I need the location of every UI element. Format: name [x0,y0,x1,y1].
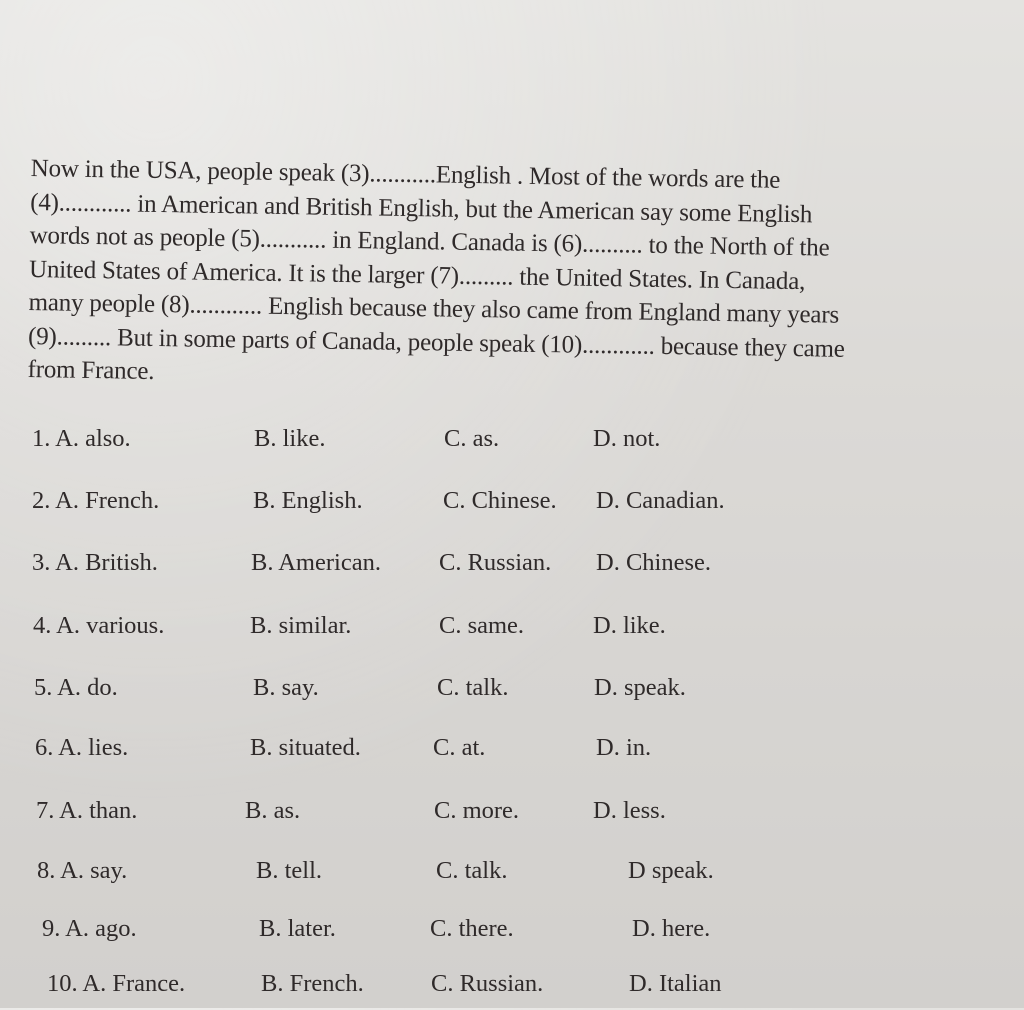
option-a: 9. A. ago. [42,915,137,942]
option-c: C. Russian. [439,549,552,576]
option-a: 6. A. lies. [35,734,129,761]
option-a: 4. A. various. [33,612,165,639]
option-a: 3. A. British. [32,549,158,576]
option-b: B. like. [254,425,326,452]
option-b: B. situated. [250,734,361,761]
option-c: C. same. [439,612,525,639]
option-b: B. American. [251,549,381,576]
passage-line: (9)......... But in some parts of Canada, people speak (10)............ because they came [27,322,845,363]
option-a: 2. A. French. [32,487,160,514]
option-d: D. Chinese. [596,549,711,576]
question-row-5 [0,674,1024,714]
option-c: C. as. [444,425,500,452]
question-row-6 [0,734,1024,774]
question-row-7 [0,797,1024,837]
question-row-8 [0,857,1024,897]
option-d: D. here. [632,915,711,942]
option-b: B. similar. [250,612,352,639]
option-d: D. in. [596,734,652,761]
option-a: 7. A. than. [36,797,138,824]
option-b: B. English. [253,487,363,514]
passage-line: from France. [27,355,155,385]
option-c: C. Russian. [431,970,544,997]
option-b: B. say. [253,674,319,701]
option-c: C. talk. [436,857,508,884]
option-b: B. as. [245,797,301,824]
option-d: D. like. [593,612,666,639]
option-b: B. later. [259,915,336,942]
option-d: D speak. [628,857,714,884]
question-row-2 [0,487,1024,527]
option-d: D. speak. [594,674,686,701]
option-a: 1. A. also. [32,425,131,452]
question-row-10 [0,970,1024,1010]
option-c: C. more. [434,797,520,824]
passage-line: Now in the USA, people speak (3)...........English . Most of the words are the [30,154,781,194]
option-d: D. Italian [629,970,722,997]
question-row-1 [0,425,1024,465]
option-c: C. there. [430,915,514,942]
question-row-3 [0,549,1024,589]
option-a: 10. A. France. [47,970,186,997]
option-c: C. at. [433,734,486,761]
option-b: B. tell. [256,857,323,884]
passage-line: United States of America. It is the larger (7)......... the United States. In Canada, [28,255,806,295]
option-a: 5. A. do. [34,674,118,701]
passage-line: words not as people (5)........... in England. Canada is (6).......... to the North of the [29,221,830,262]
option-d: D. Canadian. [596,487,725,514]
passage-line: (4)............ in American and British English, but the American say some English [30,188,813,228]
option-c: C. talk. [437,674,509,701]
option-b: B. French. [261,970,364,997]
option-a: 8. A. say. [37,857,128,884]
passage-line: many people (8)............ English because they also came from England many years [28,288,840,329]
option-d: D. not. [593,425,661,452]
option-d: D. less. [593,797,666,824]
question-row-4 [0,612,1024,652]
question-row-9 [0,915,1024,955]
option-c: C. Chinese. [443,487,557,514]
